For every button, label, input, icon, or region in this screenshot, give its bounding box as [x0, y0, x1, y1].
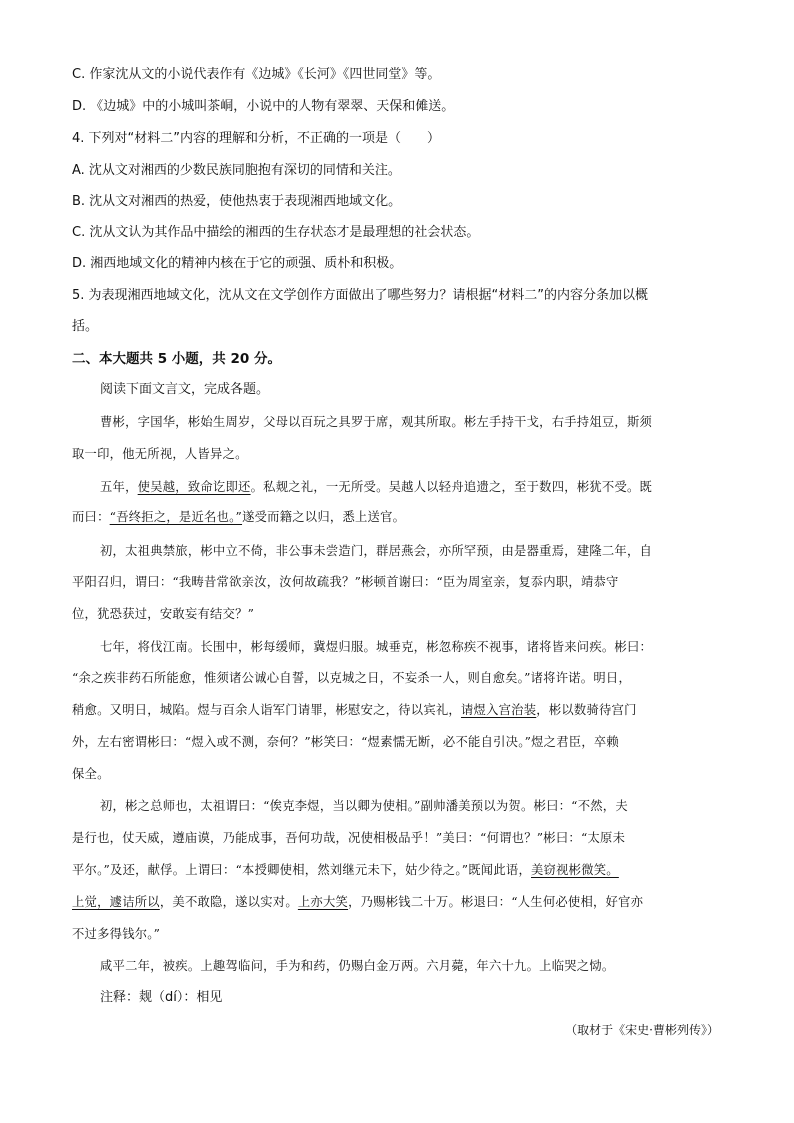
q3-option-c: C. 作家沈从文的小说代表作有《边城》《长河》《四世同堂》等。 — [72, 67, 441, 82]
q3-option-d: D. 《边城》中的小城叫茶峒，小说中的人物有翠翠、天保和傩送。 — [72, 99, 455, 114]
passage-p2-line1: 五年，使吴越，致命讫即还。私觌之礼，一无所受。吴越人以轻舟追遗之，至于数四，彬犹不受。既 — [100, 480, 653, 494]
passage-p1-line1: 曹彬，字国华，彬始生周岁，父母以百玩之具罗于席，观其所取。彬左手持干戈，右手持俎豆，斯须 — [100, 415, 653, 429]
passage-p6-line1: 咸平二年，被疾。上趣驾临问，手为和药，仍赐白金万两。六月薨，年六十九。上临哭之恸。 — [100, 959, 615, 973]
passage-p5-line1: 初，彬之总师也，太祖谓曰：“俟克李煜，当以卿为使相。”副帅潘美预以为贺。彬曰：“不然，夫 — [100, 799, 628, 813]
passage-p4-line1: 七年，将伐江南。长围中，彬每缓师，冀煜归服。城垂克，彬忽称疾不视事，诸将皆来问疾。彬曰： — [100, 640, 653, 654]
underlined-phrase: 上亦大笑 — [297, 895, 349, 909]
q4-option-d: D. 湘西地域文化的精神内核在于它的顽强、质朴和积极。 — [72, 256, 403, 271]
passage-p3-line1: 初，太祖典禁旅，彬中立不倚，非公事未尝造门，群居燕会，亦所罕预，由是器重焉，建隆二年，自 — [100, 544, 653, 558]
passage-p4-line4: 外，左右密谓彬曰：“煜入或不测，奈何？”彬笑曰：“煜素懦无断，必不能自引决。”煜之君臣，卒赖 — [72, 735, 619, 749]
underlined-phrase: 上觉，遽诘所以 — [72, 895, 160, 909]
annotation-note: 注释：觌（dí）：相见 — [100, 990, 223, 1005]
underlined-phrase: “吾终拒之，是近名也。” — [109, 510, 243, 524]
section-heading: 二、本大题共 5 小题，共 20 分。 — [72, 351, 281, 367]
passage-p5-line4: 上觉，遽诘所以，美不敢隐，遂以实对。上亦大笑，乃赐彬钱二十万。彬退曰：“人生何必使相，好官亦 — [72, 895, 644, 909]
q4-option-c: C. 沈从文认为其作品中描绘的湘西的生存状态才是最理想的社会状态。 — [72, 225, 480, 240]
q5-stem-line1: 5. 为表现湘西地域文化，沈从文在文学创作方面做出了哪些努力？请根据“材料二”的内容分条加以概 — [72, 288, 649, 303]
passage-p4-line2: “余之疾非药石所能愈，惟须诸公诚心自誓，以克城之日，不妄杀一人，则自愈矣。”诸将许诺。明日， — [72, 671, 631, 685]
underlined-phrase: 美窃视彬微笑。 — [531, 863, 619, 877]
passage-p5-line2: 是行也，仗天威，遵庙谟，乃能成事，吾何功哉，况使相极品乎！”美曰：“何谓也？”彬曰：“太原未 — [72, 831, 626, 845]
passage-p4-line5: 保全。 — [72, 767, 110, 781]
passage-p5-line5: 不过多得钱尔。” — [72, 927, 161, 941]
q4-option-b: B. 沈从文对湘西的热爱，使他热衷于表现湘西地域文化。 — [72, 194, 402, 209]
passage-p4-line3: 稍愈。又明日，城陷。煜与百余人诣军门请罪，彬慰安之，待以宾礼，请煜入宫治装，彬以数骑待宫门 — [72, 703, 637, 717]
reading-instruction: 阅读下面文言文，完成各题。 — [100, 382, 270, 397]
passage-p5-line3: 平尔。”及还，献俘。上谓曰：“本授卿使相，然刘继元未下，姑少待之。”既闻此语，美窃视彬微笑。 — [72, 863, 619, 877]
q5-stem-line2: 括。 — [72, 319, 99, 334]
underlined-phrase: 请煜入宫治装 — [460, 703, 537, 717]
passage-p1-line2: 取一印，他无所视，人皆异之。 — [72, 447, 248, 461]
passage-p2-line2: 而曰：“吾终拒之，是近名也。”遂受而籍之以归，悉上送官。 — [72, 510, 406, 524]
source-citation: （取材于《宋史·曹彬列传》） — [565, 1023, 719, 1037]
passage-p3-line2: 平阳召归，谓曰：“我畴昔常欲亲汝，汝何故疏我？”彬顿首谢曰：“臣为周室亲，复忝内职，靖恭守 — [72, 575, 619, 589]
passage-p3-line3: 位，犹恐获过，安敢妄有结交？” — [72, 607, 255, 621]
q4-option-a: A. 沈从文对湘西的少数民族同胞抱有深切的同情和关注。 — [72, 163, 401, 178]
underlined-phrase: 使吴越，致命讫即还 — [137, 480, 251, 494]
q4-stem: 4. 下列对“材料二”内容的理解和分析，不正确的一项是（ ） — [72, 131, 441, 146]
